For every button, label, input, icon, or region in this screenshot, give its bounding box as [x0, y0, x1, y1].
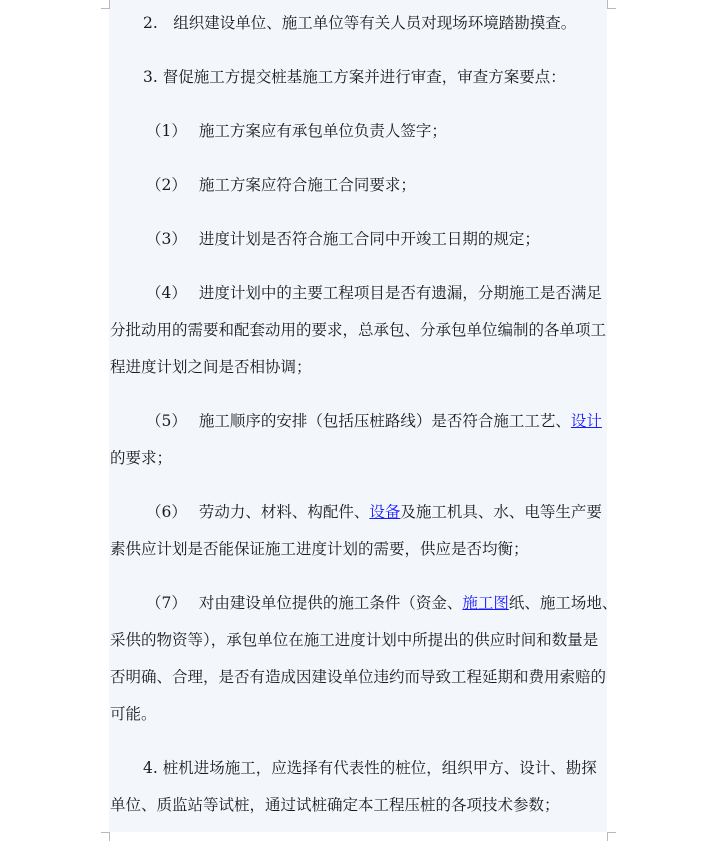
list-item-7: （7） 对由建设单位提供的施工条件（资金、施工图纸、施工场地、 采供的物资等），承包单位在施工进度计划中所提出的供应时间和数量是 否明确、合理，是否有造成因建设单位违约而导致工程延期和费用索赔的 可能。: [110, 594, 618, 723]
list-item-1: （1） 施工方案应有承包单位负责人签字；: [146, 122, 447, 140]
crop-mark-bottom-right: [607, 832, 616, 841]
crop-mark-top-left: [101, 0, 110, 9]
list-item-6: （6） 劳动力、材料、构配件、设备及施工机具、水、电等生产要 素供应计划是否能保证施工进度计划的需要，供应是否均衡；: [110, 503, 602, 558]
list-item-4: （4） 进度计划中的主要工程项目是否有遗漏，分期施工是否满足 分批动用的需要和配套动用的要求，总承包、分承包单位编制的各单项工 程进度计划之间是否相协调；: [110, 284, 607, 376]
document-body: [110, 5, 618, 824]
list-item-3: （3） 进度计划是否符合施工合同中开竣工日期的规定；: [146, 230, 540, 248]
list-item-5: （5） 施工顺序的安排（包括压桩路线）是否符合施工工艺、设计 的要求；: [110, 412, 602, 467]
crop-mark-bottom-left: [101, 832, 110, 841]
paragraph-3: 3. 督促施工方提交桩基施工方案并进行审查，审查方案要点：: [143, 68, 566, 86]
paragraph-2: 2. 组织建设单位、施工单位等有关人员对现场环境踏勘摸查。: [143, 14, 577, 32]
crop-mark-top-right: [607, 0, 616, 9]
link-equipment[interactable]: 设备: [369, 503, 401, 521]
list-item-2: （2） 施工方案应符合施工合同要求；: [146, 176, 416, 194]
link-design[interactable]: 设计: [570, 412, 602, 430]
link-construction-drawings[interactable]: 施工图: [462, 594, 509, 612]
paragraph-4: 4. 桩机进场施工，应选择有代表性的桩位，组织甲方、设计、勘探 单位、质监站等试桩，通过试桩确定本工程压桩的各项技术参数；: [110, 759, 597, 814]
